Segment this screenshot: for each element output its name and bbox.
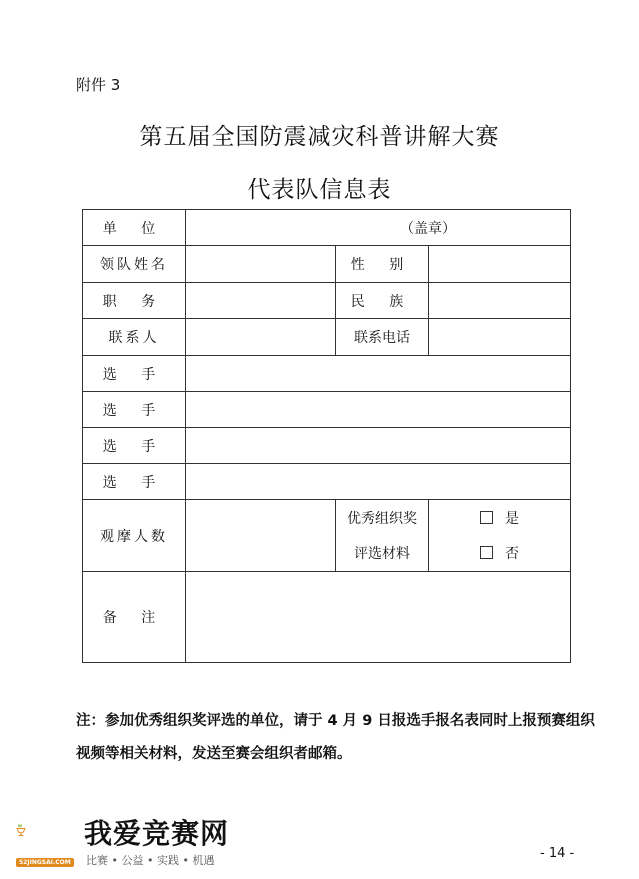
page-number: - 14 - xyxy=(540,846,575,861)
player-label: 选 手 xyxy=(83,428,186,464)
gender-field[interactable] xyxy=(429,246,571,283)
ethnicity-label: 民 族 xyxy=(336,283,429,319)
player-field[interactable] xyxy=(186,392,571,428)
player-label: 选 手 xyxy=(83,356,186,392)
player-field[interactable] xyxy=(186,464,571,500)
trophy-logo-icon xyxy=(16,806,78,856)
unit-label: 单 位 xyxy=(83,210,186,246)
leader-field[interactable] xyxy=(186,246,336,283)
award-label-line1: 优秀组织奖 xyxy=(336,500,429,536)
player-field[interactable] xyxy=(186,428,571,464)
player-row xyxy=(83,356,571,392)
yes-label: 是 xyxy=(505,510,519,527)
player-row xyxy=(83,392,571,428)
yes-checkbox[interactable] xyxy=(480,511,493,524)
page-title: 第五届全国防震减灾科普讲解大赛 xyxy=(139,124,500,150)
position-row xyxy=(83,283,571,319)
note-text: 注：参加优秀组织奖评选的单位，请于 4 月 9 日报选手报名表同时上报预赛组织视频等相关材料，发送至赛会组织者邮箱。 xyxy=(76,713,595,762)
logo-url: 52JINGSAI.COM xyxy=(16,858,74,867)
attachment-label: 附件 3 xyxy=(76,76,121,94)
observers-row xyxy=(83,500,571,536)
gender-label: 性 别 xyxy=(336,246,429,283)
observers-field[interactable] xyxy=(186,500,336,572)
player-label: 选 手 xyxy=(83,464,186,500)
unit-field[interactable] xyxy=(186,210,571,246)
award-label-line2: 评选材料 xyxy=(336,536,429,572)
player-row xyxy=(83,464,571,500)
observers-label: 观摩人数 xyxy=(83,500,186,572)
leader-row xyxy=(83,246,571,283)
unit-row xyxy=(83,210,571,246)
logo-tagline: 比赛 • 公益 • 实践 • 机遇 xyxy=(86,854,215,867)
form-subtitle: 代表队信息表 xyxy=(247,177,392,203)
player-row xyxy=(83,428,571,464)
award-no-option[interactable] xyxy=(429,536,571,572)
phone-field[interactable] xyxy=(429,319,571,356)
no-checkbox[interactable] xyxy=(480,546,493,559)
no-label: 否 xyxy=(505,546,519,563)
remarks-row xyxy=(83,572,571,663)
team-info-form xyxy=(82,209,571,663)
contact-label: 联系人 xyxy=(83,319,186,356)
remarks-label: 备 注 xyxy=(83,572,186,663)
player-label: 选 手 xyxy=(83,392,186,428)
remarks-field[interactable] xyxy=(186,572,571,663)
phone-label: 联系电话 xyxy=(336,319,429,356)
ethnicity-field[interactable] xyxy=(429,283,571,319)
logo-brand-name: 我爱竞赛网 xyxy=(84,817,230,850)
seal-text: （盖章） xyxy=(400,220,456,237)
contact-row xyxy=(83,319,571,356)
award-yes-option[interactable] xyxy=(429,500,571,536)
player-field[interactable] xyxy=(186,356,571,392)
contact-field[interactable] xyxy=(186,319,336,356)
position-label: 职 务 xyxy=(83,283,186,319)
leader-label: 领队姓名 xyxy=(83,246,186,283)
position-field[interactable] xyxy=(186,283,336,319)
